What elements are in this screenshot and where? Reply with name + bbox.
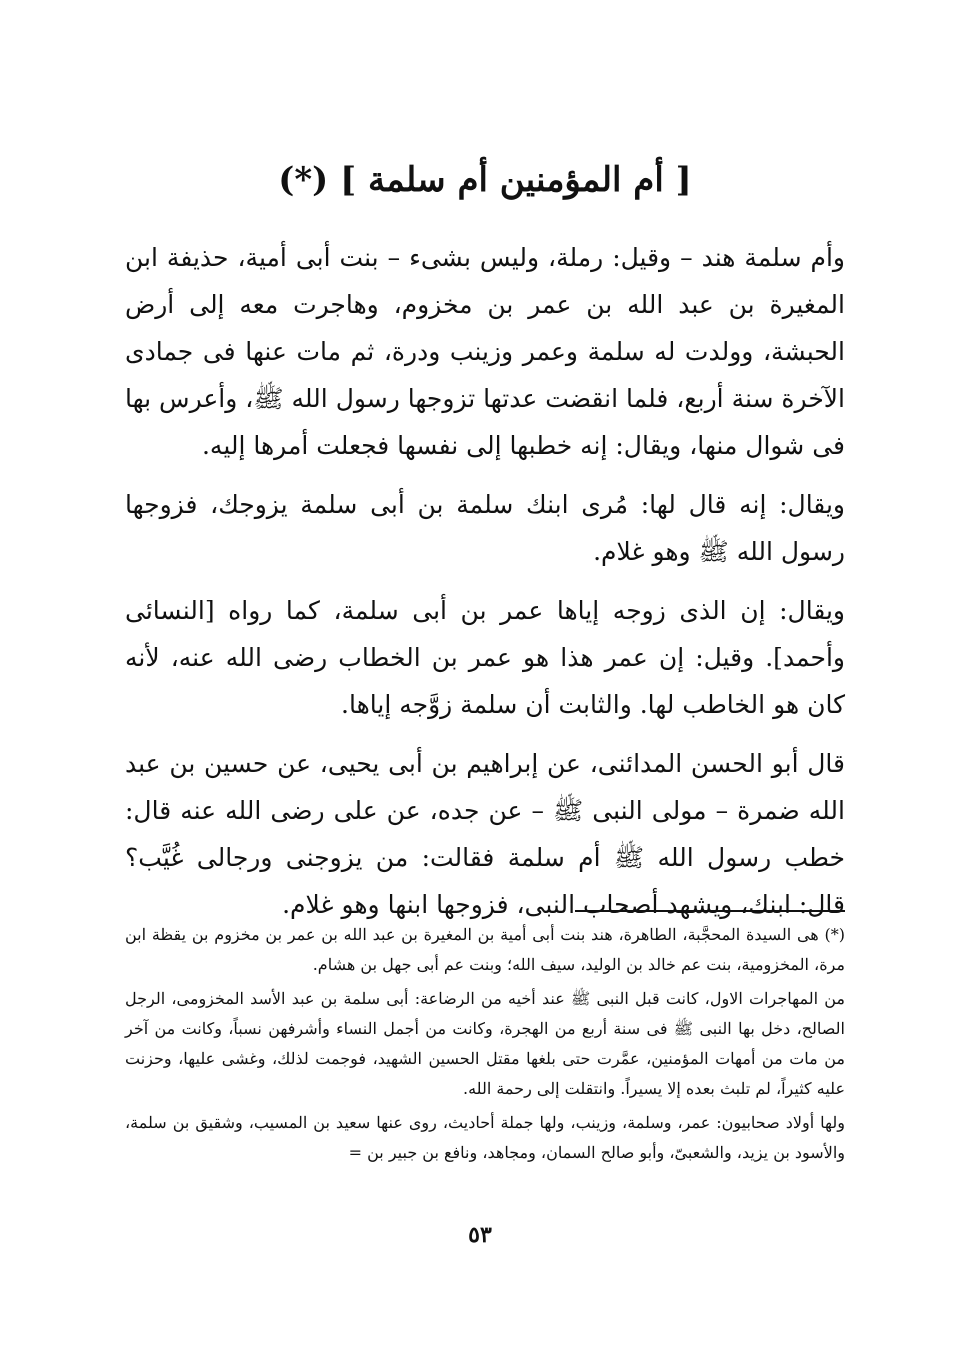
footnote-paragraph: ولها أولاد صحابيون: عمر، وسلمة، وزينب، ولها جملة أحاديث، روى عنها سعيد بن المسيب، وشقيق بن سلمة، والأسود بن يزيد، والشعبىّ، وأبو صالح السمان، ومجاهد، ونافع بن جبير بن = <box>125 1113 845 1162</box>
body-paragraph: قال أبو الحسن المدائنى، عن إبراهيم بن أبى يحيى، عن حسين بن عبد الله ضمرة – مولى النبى ﷺ – عن جده، عن على رضى الله عنه قال: خطب رسول الله ﷺ أم سلمة فقالت: من يزوجنى ورجالى غُيَّب؟ قال: ابنك، ويشهد أصحاب النبى، فزوجها ابنها وهو غلام. <box>125 749 845 919</box>
footnote-paragraph: من المهاجرات الاول، كانت قبل النبى ﷺ عند أخيه من الرضاعة: أبى سلمة بن عبد الأسد المخزومى، الرجل الصالح، دخل بها النبى ﷺ فى سنة أربع من الهجرة، وكانت من أجمل النساء وأشرفهن نسباً، وكانت من آخر من مات من أمهات المؤمنين، عمَّرت حتى بلغها مقتل الحسين الشهيد، فوجمت لذلك، وغشى عليها، وحزنت عليه كثيراً، لم تلبث بعده إلا يسيراً. وانتقلت إلى رحمة الله. <box>125 989 845 1098</box>
footnotes <box>125 920 845 1172</box>
footnote-paragraph: (*) هى السيدة المحجَّبة، الطاهرة، هند بنت أبى أمية بن المغيرة بن عبد الله بن عمر بن مخزوم بن يقظة ابن مرة، المخزومية، بنت عم خالد بن الوليد، سيف الله؛ وبنت عم أبى جهل بن هشام. <box>125 925 845 974</box>
body-paragraph: ويقال: إن الذى زوجه إياها عمر بن أبى سلمة، كما رواه [النسائى وأحمد]. وقيل: إن عمر هذا هو عمر بن الخطاب رضى الله عنه، لأنه كان هو الخاطب لها. والثابت أن سلمة زوَّجه إياها. <box>125 596 845 719</box>
body-paragraph: وأم سلمة هند – وقيل: رملة، وليس بشىء – بنت أبى أمية، حذيفة ابن المغيرة بن عبد الله بن عمر بن مخزوم، وهاجرت معه إلى أرض الحبشة، وولدت له سلمة وعمر وزينب ودرة، ثم مات عنها فى جمادى الآخرة سنة أربع، فلما انقضت عدتها تزوجها رسول الله ﷺ، وأعرس بها فى شوال منها، ويقال: إنه خطبها إلى نفسها فجعلت أمرها إليه. <box>125 243 845 460</box>
page-title: [ أم المؤمنين أم سلمة ] (*) <box>278 160 692 200</box>
page-body <box>125 150 845 940</box>
body-paragraph: ويقال: إنه قال لها: مُرى ابنك سلمة بن أبى سلمة يزوجك، فزوجها رسول الله ﷺ وهو غلام. <box>125 490 845 566</box>
footnote-divider <box>575 910 845 912</box>
page-number: ٥٣ <box>468 1222 492 1248</box>
